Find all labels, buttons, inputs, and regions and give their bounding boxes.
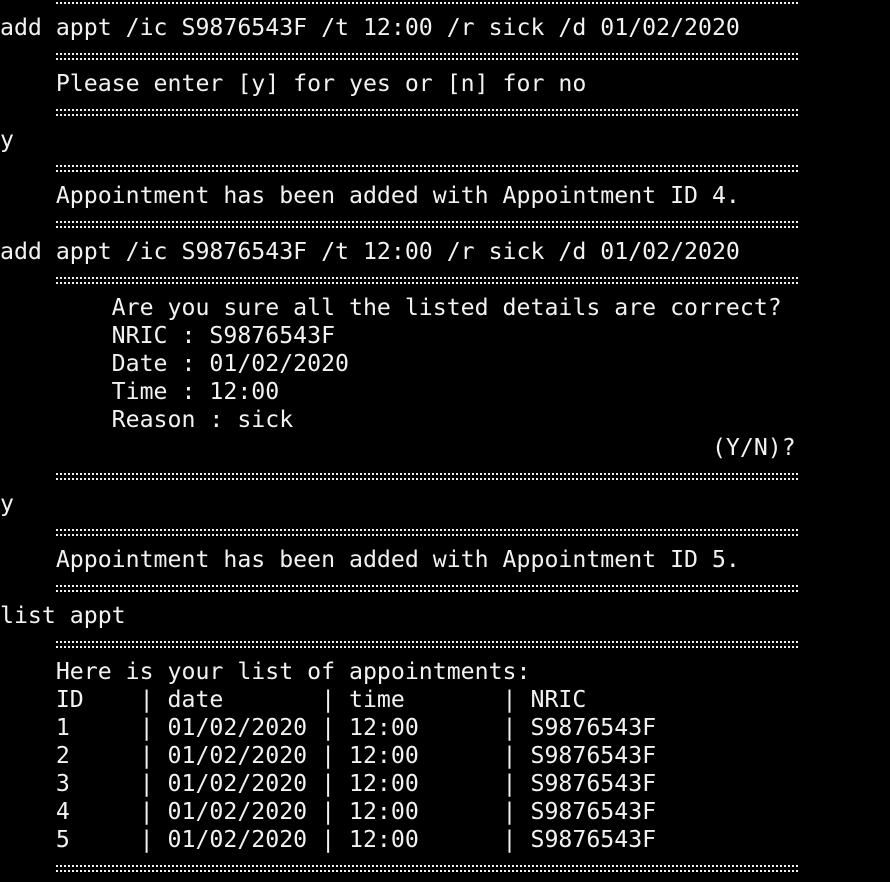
output-line: Date : 01/02/2020 — [0, 350, 350, 377]
separator-rule — [0, 630, 890, 658]
separator-line — [56, 266, 798, 294]
command-line: add appt /ic S9876543F /t 12:00 /r sick /d 01/02/2020 — [0, 238, 740, 265]
separator-rule — [0, 42, 890, 70]
output-line: Appointment has been added with Appointment ID 4. — [0, 182, 740, 209]
separator-line — [56, 574, 798, 602]
output-line: (Y/N)? — [0, 434, 796, 461]
separator-line — [56, 854, 798, 882]
separator-rule — [0, 518, 890, 546]
command-line: y — [0, 490, 14, 517]
output-line: Time : 12:00 — [0, 378, 280, 405]
separator-rule — [0, 574, 890, 602]
table-row: 1 | 01/02/2020 | 12:00 | S9876543F — [0, 714, 657, 741]
separator-line — [56, 154, 798, 182]
output-line: NRIC : S9876543F — [0, 322, 336, 349]
separator-rule — [0, 0, 890, 14]
separator-rule — [0, 266, 890, 294]
separator-line — [56, 98, 798, 126]
table-row: 3 | 01/02/2020 | 12:00 | S9876543F — [0, 770, 657, 797]
output-line: Appointment has been added with Appointment ID 5. — [0, 546, 740, 573]
separator-rule — [0, 154, 890, 182]
separator-rule — [0, 98, 890, 126]
table-header: ID | date | time | NRIC — [0, 686, 587, 713]
separator-line — [56, 210, 798, 238]
separator-line — [56, 0, 798, 14]
separator-rule — [0, 210, 890, 238]
command-line: list appt — [0, 602, 126, 629]
output-line: Please enter [y] for yes or [n] for no — [0, 70, 587, 97]
output-line: Reason : sick — [0, 406, 294, 433]
separator-rule — [0, 854, 890, 882]
separator-line — [56, 630, 798, 658]
command-line: add appt /ic S9876543F /t 12:00 /r sick /d 01/02/2020 — [0, 14, 740, 41]
separator-line — [56, 462, 798, 490]
command-line: y — [0, 126, 14, 153]
table-row: 2 | 01/02/2020 | 12:00 | S9876543F — [0, 742, 657, 769]
table-row: 4 | 01/02/2020 | 12:00 | S9876543F — [0, 798, 657, 825]
separator-line — [56, 42, 798, 70]
separator-line — [56, 518, 798, 546]
separator-rule — [0, 462, 890, 490]
table-row: 5 | 01/02/2020 | 12:00 | S9876543F — [0, 826, 657, 853]
output-line: Are you sure all the listed details are correct? — [0, 294, 782, 321]
output-line: Here is your list of appointments: — [0, 658, 531, 685]
